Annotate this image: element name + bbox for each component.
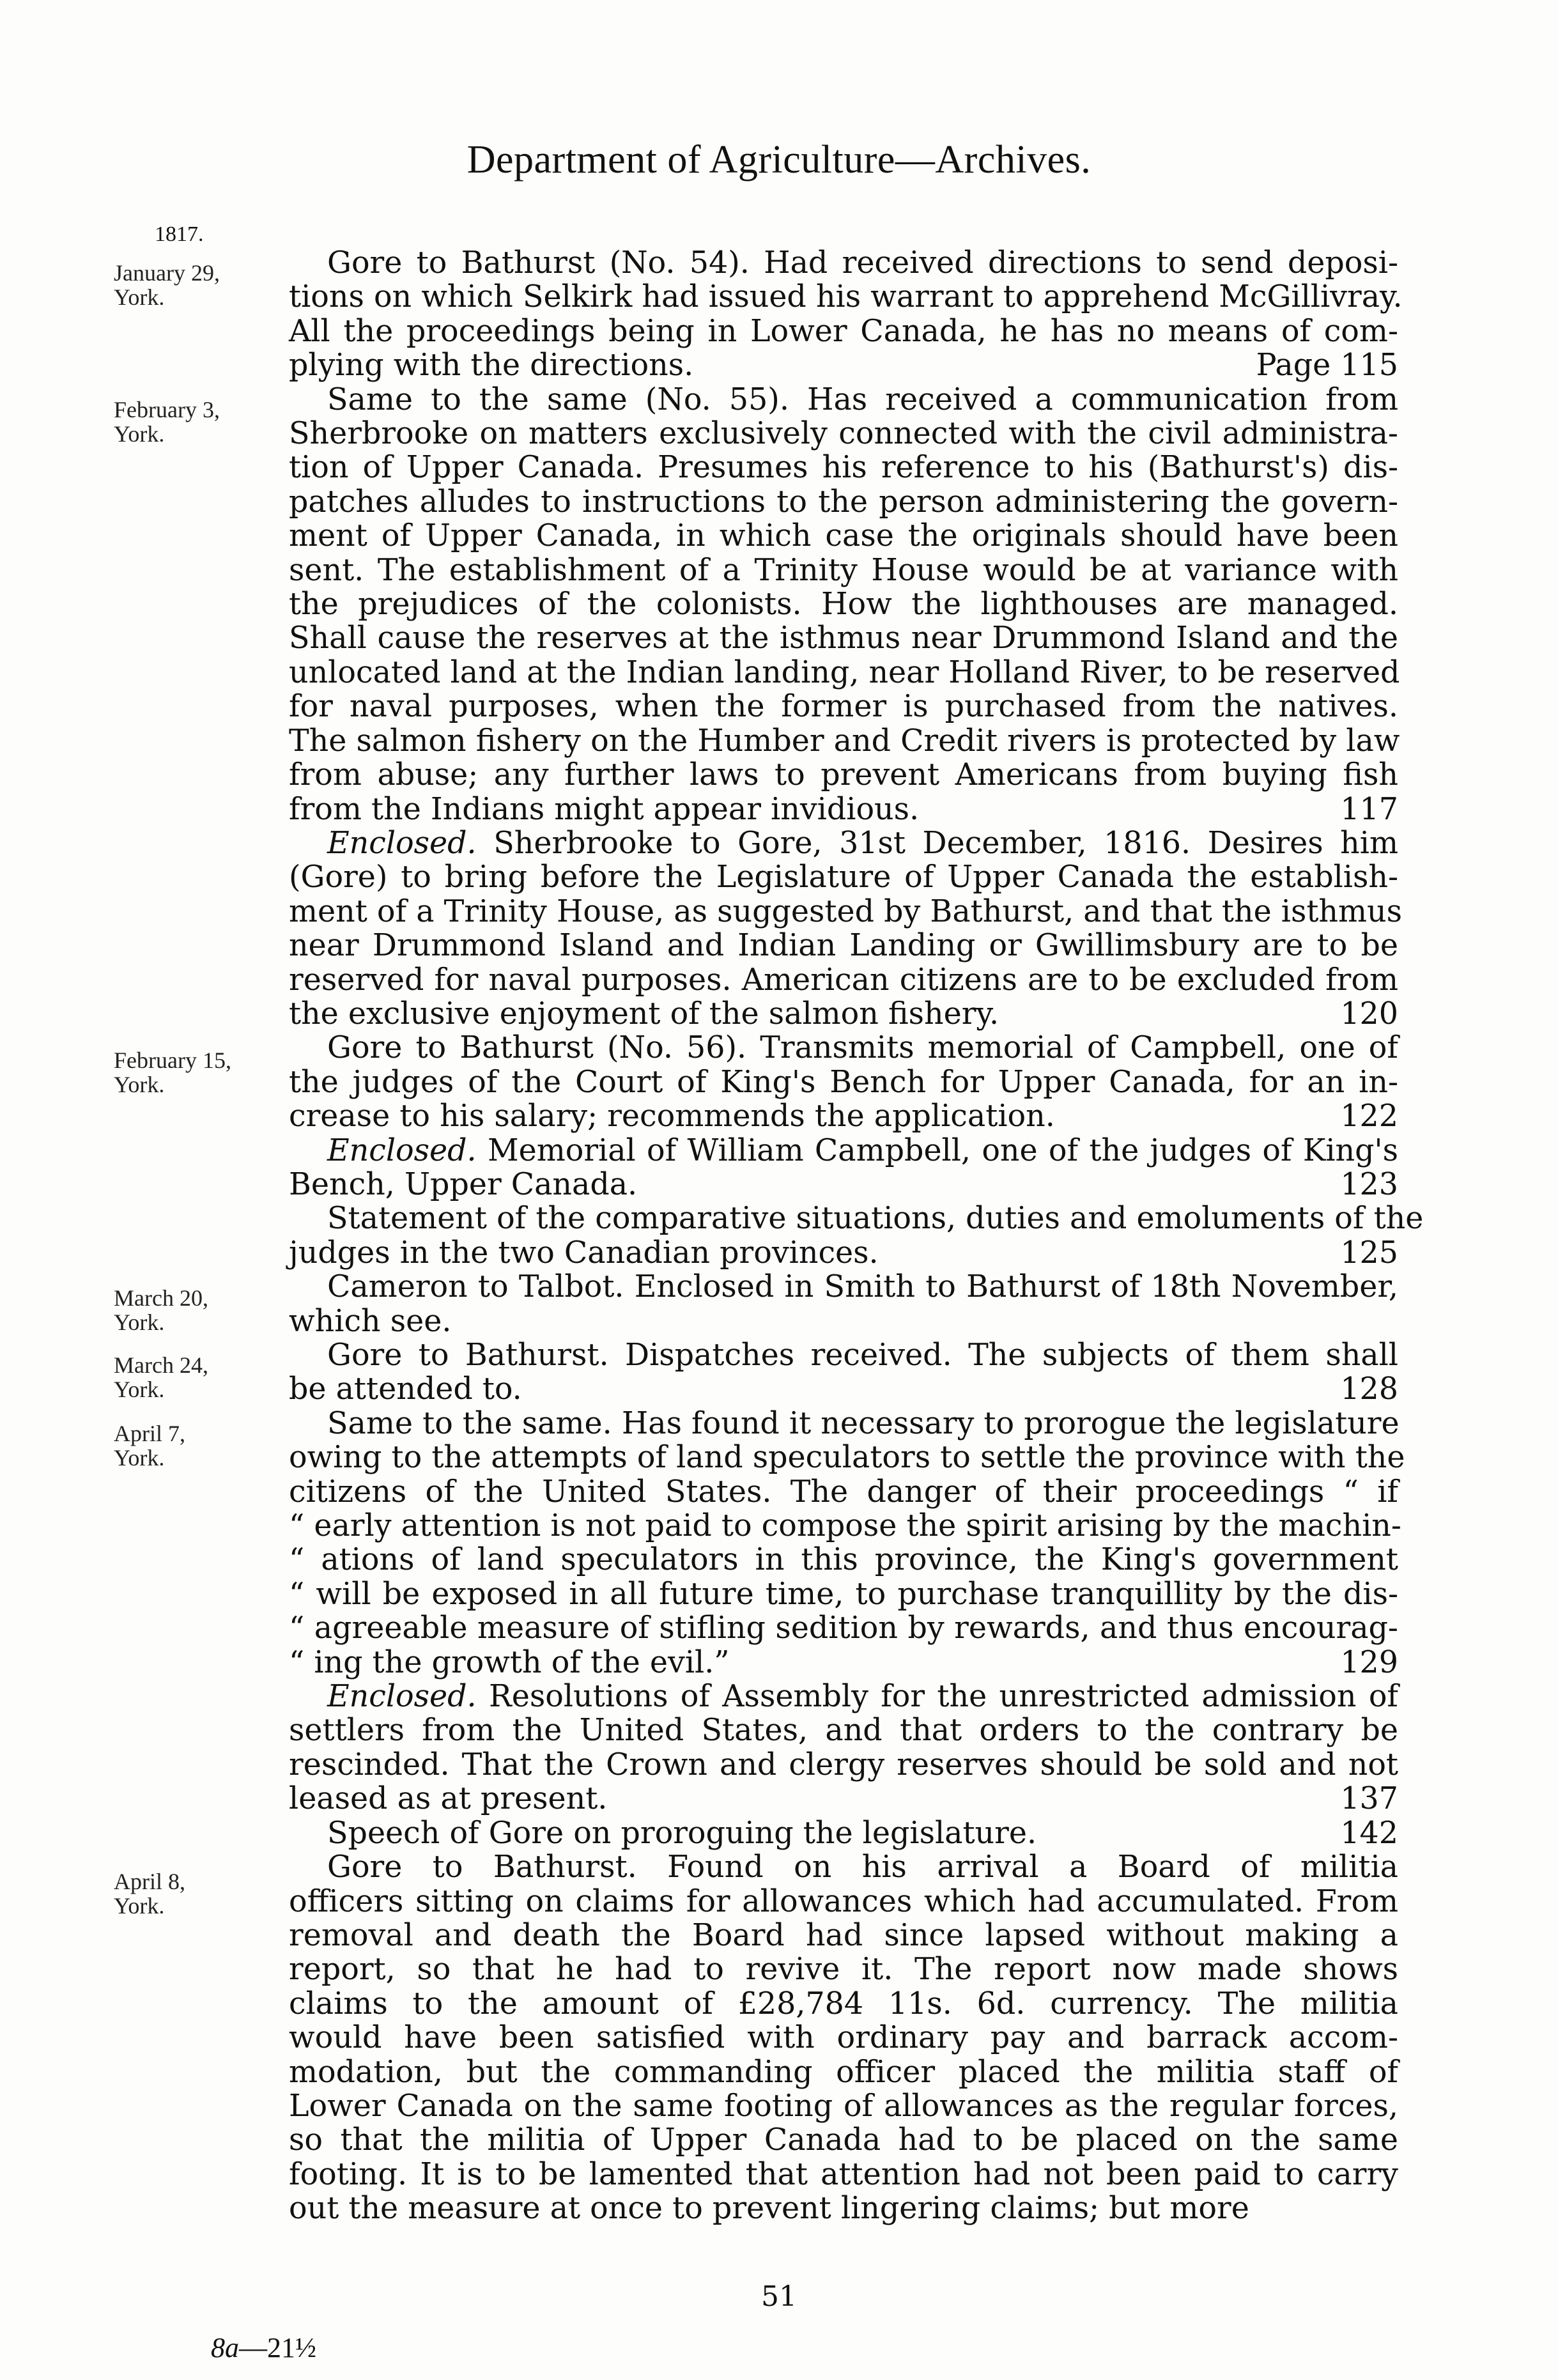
place-text: York. xyxy=(114,1893,165,1919)
text-line: owing to the attempts of land speculators to settle the province with the xyxy=(289,1440,1405,1476)
text-line: plying with the directions. Page 115 xyxy=(289,348,1398,383)
text-line: report, so that he had to revive it. The report now made shows xyxy=(289,1952,1398,1988)
text-line: near Drummond Island and Indian Landing or Gwillimsbury are to be xyxy=(289,928,1398,964)
margin-date xyxy=(114,261,220,309)
enclosed-label: Enclosed. xyxy=(327,1132,477,1168)
margin-date xyxy=(114,1353,208,1402)
page-reference: 137 xyxy=(1340,1781,1398,1817)
place-text: York. xyxy=(114,284,165,310)
text-line: Gore to Bathurst (No. 54). Had received directions to send deposi- xyxy=(327,245,1398,281)
entries-body xyxy=(289,245,1424,2227)
text-line: for naval purposes, when the former is purchased from the natives. xyxy=(289,689,1398,725)
entry-paragraph xyxy=(289,825,1403,1032)
margin-date xyxy=(114,398,220,446)
text-line: The salmon fishery on the Humber and Credit rivers is protected by law xyxy=(289,723,1400,759)
text-line: unlocated land at the Indian landing, near Holland River, to be reserved xyxy=(289,654,1400,690)
text-line: out the measure at once to prevent lingering claims; but more xyxy=(289,2191,1249,2227)
date-text: January 29, xyxy=(114,260,220,286)
text-line: footing. It is to be lamented that attention had not been paid to carry xyxy=(289,2156,1398,2192)
text-line: the judges of the Court of King's Bench for Upper Canada, for an in- xyxy=(289,1064,1398,1100)
text-line: Cameron to Talbot. Enclosed in Smith to Bathurst of 18th November, xyxy=(327,1269,1398,1305)
text-line: would have been satisfied with ordinary pay and barrack accom- xyxy=(289,2020,1398,2056)
text-line: reserved for naval purposes. American citizens are to be excluded from xyxy=(289,962,1398,998)
text-line: Enclosed. Memorial of William Campbell, one of the judges of King's xyxy=(327,1132,1398,1168)
entry-paragraph xyxy=(289,1338,1398,1407)
text-line: “ will be exposed in all future time, to purchase tranquillity by the dis- xyxy=(289,1576,1398,1612)
entry-paragraph xyxy=(289,383,1398,826)
text-line: claims to the amount of £28,784 11s. 6d. currency. The militia xyxy=(289,1986,1398,2021)
page-reference: 123 xyxy=(1340,1166,1398,1202)
date-text: April 8, xyxy=(114,1869,185,1894)
text-line: from the Indians might appear invidious. 117 xyxy=(289,791,1398,827)
text-line: Speech of Gore on proroguing the legislature. 142 xyxy=(327,1815,1398,1851)
enclosed-label: Enclosed. xyxy=(327,1679,477,1715)
date-text: March 20, xyxy=(114,1285,208,1311)
date-text: February 15, xyxy=(114,1047,231,1073)
text-line: All the proceedings being in Lower Canada, he has no means of com- xyxy=(289,313,1398,349)
entry-paragraph xyxy=(289,1270,1398,1338)
text-line: citizens of the United States. The danger of their proceedings “ if xyxy=(289,1474,1398,1510)
entry-paragraph xyxy=(289,1405,1405,1680)
entry-paragraph xyxy=(289,245,1403,383)
page-number: 51 xyxy=(761,2280,797,2313)
page-reference: 128 xyxy=(1340,1372,1398,1407)
text-line: Gore to Bathurst. Dispatches received. The subjects of them shall xyxy=(327,1338,1398,1373)
text-line: “ ing the growth of the evil.” 129 xyxy=(289,1644,1398,1680)
text-line: tions on which Selkirk had issued his warrant to apprehend McGillivray. xyxy=(289,279,1403,315)
margin-date xyxy=(114,1869,185,1918)
text-line: Lower Canada on the same footing of allowances as the regular forces, xyxy=(289,2088,1398,2124)
date-text: February 3, xyxy=(114,397,220,422)
page-reference: 129 xyxy=(1340,1644,1398,1680)
place-text: York. xyxy=(114,1310,165,1335)
text-line: rescinded. That the Crown and clergy reserves should be sold and not xyxy=(289,1747,1398,1782)
enclosed-label: Enclosed. xyxy=(327,825,477,861)
place-text: York. xyxy=(114,1377,165,1402)
text-line: officers sitting on claims for allowances which had accumulated. From xyxy=(289,1883,1398,1919)
text-line: ment of a Trinity House, as suggested by Bathurst, and that the isthmus xyxy=(289,893,1403,929)
place-text: York. xyxy=(114,421,165,447)
margin-date xyxy=(114,1048,231,1097)
text-line: removal and death the Board had since lapsed without making a xyxy=(289,1917,1398,1953)
text-line: Gore to Bathurst (No. 56). Transmits memorial of Campbell, one of xyxy=(327,1030,1398,1066)
year-label: 1817. xyxy=(155,222,204,246)
text-line: judges in the two Canadian provinces. 125 xyxy=(289,1235,1398,1271)
text-line: the exclusive enjoyment of the salmon fishery. 120 xyxy=(289,996,1398,1032)
entry-paragraph xyxy=(289,1134,1398,1202)
date-text: March 24, xyxy=(114,1352,208,1378)
text-line: Enclosed. Resolutions of Assembly for the unrestricted admission of xyxy=(327,1679,1398,1715)
text-line: so that the militia of Upper Canada had to be placed on the same xyxy=(289,2122,1398,2158)
page-reference: 122 xyxy=(1340,1099,1398,1134)
margin-date xyxy=(114,1286,208,1334)
text-line: which see. xyxy=(289,1303,452,1339)
text-line: “ early attention is not paid to compose the spirit arising by the machin- xyxy=(289,1508,1401,1544)
page-reference: Page 115 xyxy=(1256,348,1398,383)
text-line: settlers from the United States, and that orders to the contrary be xyxy=(289,1713,1398,1749)
page-header: Department of Agriculture—Archives. xyxy=(467,138,1091,182)
text-line: patches alludes to instructions to the person administering the govern- xyxy=(289,484,1398,520)
page-reference: 120 xyxy=(1340,996,1398,1032)
text-line: be attended to. 128 xyxy=(289,1372,1398,1407)
text-line: modation, but the commanding officer placed the militia staff of xyxy=(289,2054,1398,2090)
page-reference: 142 xyxy=(1340,1815,1398,1851)
text-line: (Gore) to bring before the Legislature of Upper Canada the establish- xyxy=(289,860,1398,895)
margin-date xyxy=(114,1421,185,1470)
text-line: Gore to Bathurst. Found on his arrival a Board of militia xyxy=(327,1850,1398,1885)
entry-paragraph xyxy=(289,1680,1398,1816)
text-line: “ agreeable measure of stifling sedition by rewards, and thus encourag- xyxy=(289,1611,1398,1646)
page-reference: 125 xyxy=(1340,1235,1398,1271)
text-line: Bench, Upper Canada. 123 xyxy=(289,1166,1398,1202)
entry-paragraph xyxy=(289,1816,1398,1850)
text-line: crease to his salary; recommends the application. 122 xyxy=(289,1099,1398,1134)
entry-paragraph xyxy=(289,1201,1424,1271)
text-line: sent. The establishment of a Trinity House would be at variance with xyxy=(289,552,1398,588)
place-text: York. xyxy=(114,1072,165,1097)
signature-mark: 8a—21½ xyxy=(211,2332,316,2363)
text-line: Enclosed. Sherbrooke to Gore, 31st December, 1816. Desires him xyxy=(327,825,1398,861)
place-text: York. xyxy=(114,1445,165,1471)
page-reference: 117 xyxy=(1340,791,1398,827)
entry-paragraph xyxy=(289,1850,1398,2225)
entry-paragraph xyxy=(289,1031,1398,1133)
text-line: Sherbrooke on matters exclusively connected with the civil administra- xyxy=(289,416,1398,452)
text-line: “ ations of land speculators in this province, the King's government xyxy=(289,1542,1398,1578)
text-line: Statement of the comparative situations, duties and emoluments of the xyxy=(327,1201,1424,1237)
text-line: leased as at present. 137 xyxy=(289,1781,1398,1817)
text-line: ment of Upper Canada, in which case the originals should have been xyxy=(289,518,1398,554)
text-line: tion of Upper Canada. Presumes his reference to his (Bathurst's) dis- xyxy=(289,450,1398,486)
text-line: Shall cause the reserves at the isthmus near Drummond Island and the xyxy=(289,621,1398,656)
text-line: from abuse; any further laws to prevent Americans from buying fish xyxy=(289,757,1398,793)
text-line: the prejudices of the colonists. How the lighthouses are managed. xyxy=(289,587,1398,622)
date-text: April 7, xyxy=(114,1421,185,1446)
text-line: Same to the same (No. 55). Has received a communication from xyxy=(327,382,1398,417)
text-line: Same to the same. Has found it necessary to prorogue the legislature xyxy=(327,1405,1400,1441)
